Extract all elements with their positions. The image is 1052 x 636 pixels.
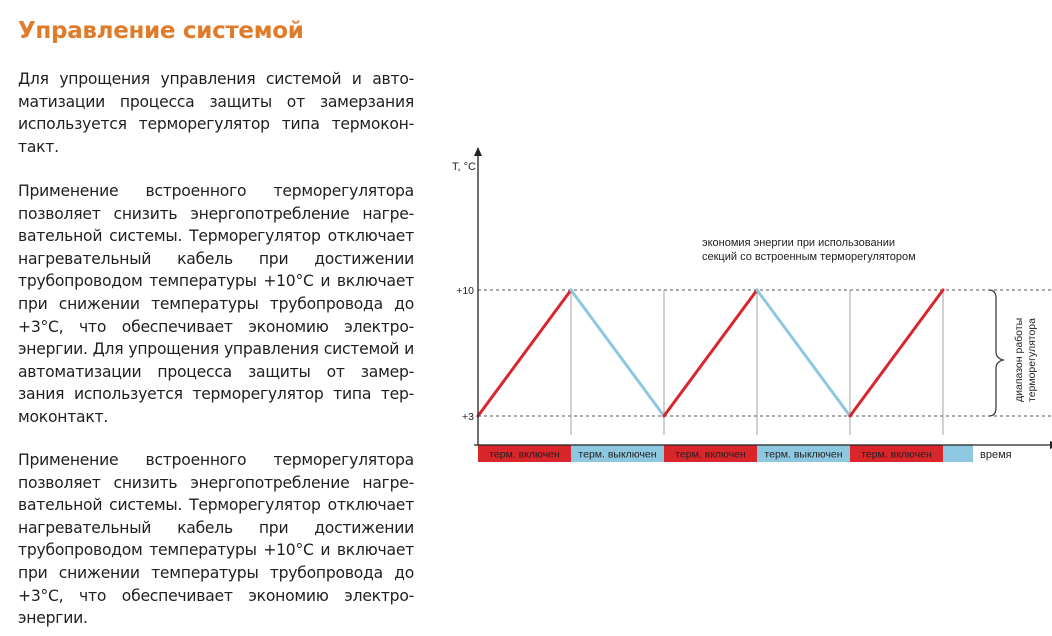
paragraph-2: Применение встроенного терморегулятора позволяет снизить энергопотребление нагре-вательной системы. Терморегулятор отключает нагревательный кабель при достижении трубопроводом температуры +10°С и включает при снижении температуры трубопровода до +3°С, что обеспечивает экономию электро-энергии. Для упрощения управления системой и автоматизации процесса защиты от замер-зания используется терморегулятор типа тер-моконтакт.: [18, 182, 414, 426]
state-bar-label-1: терм. включен: [489, 448, 560, 461]
state-bar-label-3: терм. включен: [675, 448, 746, 461]
paragraph-1: Для упрощения управления системой и авто-матизации процесса защиты от замерзания используется терморегулятор типа термокон-такт.: [18, 70, 414, 156]
range-label-line-2: терморегулятора: [1026, 318, 1038, 402]
x-axis-label: время: [980, 449, 1012, 461]
series-segment-5-on: [850, 290, 943, 416]
range-brace: [989, 290, 1003, 416]
y-tick-label: +10: [456, 285, 474, 297]
state-bar-label-2: терм. выключен: [578, 448, 657, 461]
annotation-line-1: экономия энергии при использовании: [702, 237, 895, 249]
series-segment-1-on: [478, 290, 571, 416]
annotation-line-2: секций со встроенным терморегулятором: [702, 251, 916, 263]
page-title: Управление системой: [18, 18, 304, 44]
thermostat-chart: [440, 140, 1052, 480]
state-bar-label-4: терм. выключен: [764, 448, 843, 461]
range-label-line-1: диапазон работы: [1013, 317, 1025, 402]
state-bar-tail: [943, 445, 973, 462]
y-tick-label: +3: [462, 411, 474, 423]
series-segment-2-off: [571, 290, 664, 416]
y-axis-label: T, °C: [452, 161, 476, 173]
series-segment-4-off: [757, 290, 850, 416]
state-bar-label-5: терм. включен: [861, 448, 932, 461]
series-segment-3-on: [664, 290, 757, 416]
paragraph-3: Применение встроенного терморегулятора позволяет снизить энергопотребление нагре-вательной системы. Терморегулятор отключает нагревательный кабель при достижении трубопроводом температуры +10°С и включает при снижении температуры трубопровода до +3°С, что обеспечивает экономию электро-энергии.: [18, 451, 414, 628]
